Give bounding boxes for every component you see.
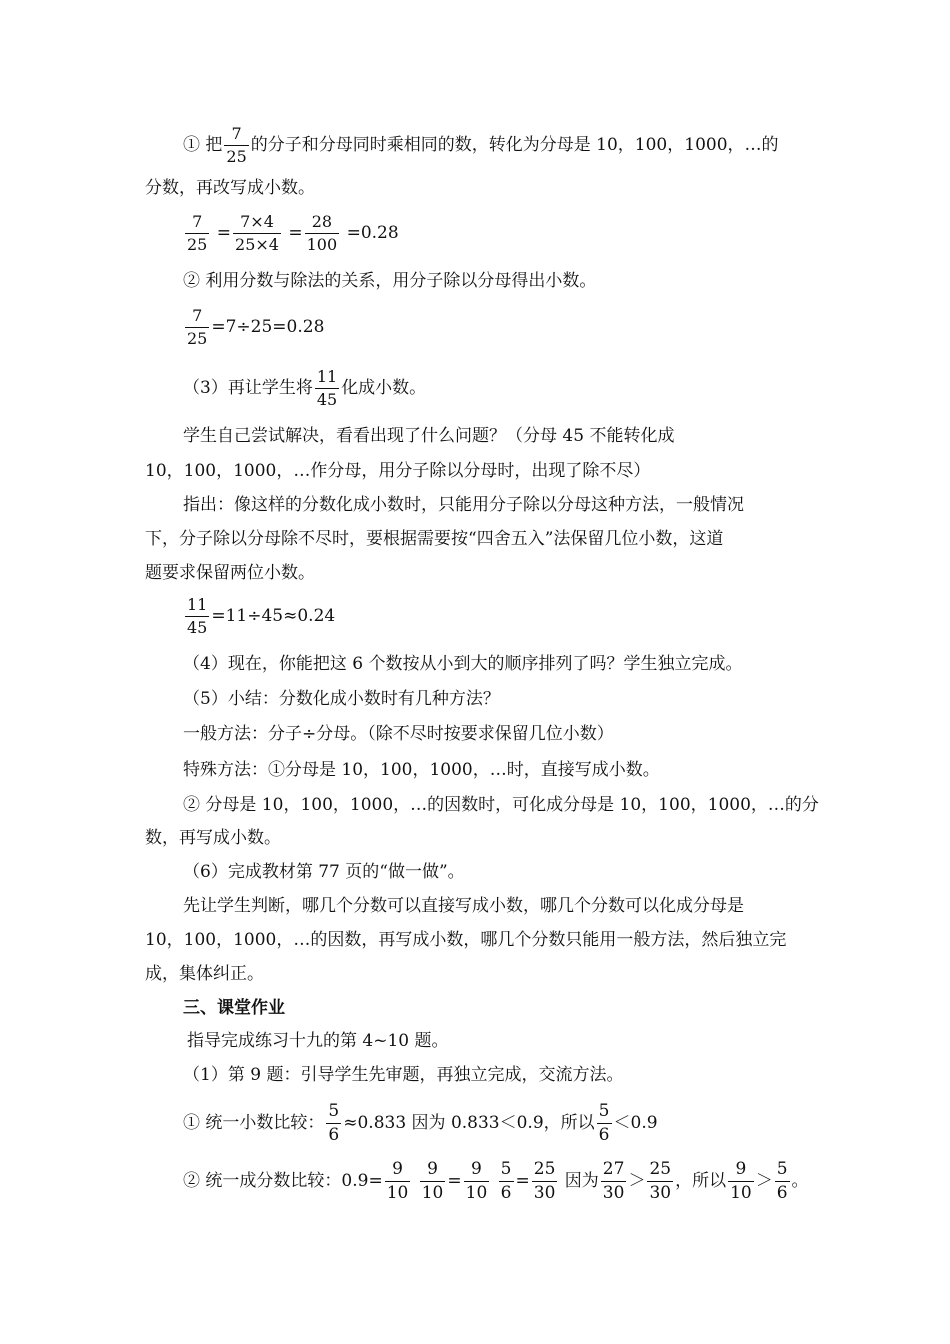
special-method-2-line-1: ② 分母是 10，100，1000，…的因数时，可化成分母是 10，100，1000，…的分 xyxy=(183,795,819,815)
step-1-prefix: ① 把 xyxy=(183,135,223,155)
paragraph-3-line-1: 先让学生判断，哪几个分数可以直接写成小数，哪几个分数可以化成分母是 xyxy=(183,896,744,916)
paragraph-3-line-2: 10，100，1000，…的因数，再写成小数，哪几个分数只能用一般方法，然后独立完 xyxy=(145,930,787,950)
paragraph-3-line-3: 成，集体纠正。 xyxy=(145,964,264,984)
step-1-suffix: 的分子和分母同时乘相同的数，转化为分母是 10，100，1000，…的 xyxy=(250,135,779,155)
step-4: （4）现在，你能把这 6 个数按从小到大的顺序排列了吗？学生独立完成。 xyxy=(183,654,743,674)
equation-2 xyxy=(183,308,324,347)
compare-decimal: ① 统一小数比较： $\frac{5}{6}$ ≈0.833 因为 0.833＜0.9，所以 $\frac{5}{6}$ ＜0.9 xyxy=(183,1101,658,1145)
equation-2-rest: =7÷25=0.28 xyxy=(211,317,325,337)
fraction-9-10: $\frac{9}{10}$ xyxy=(421,1159,444,1203)
fraction-7-25: $\frac{7}{25}$ xyxy=(187,306,208,348)
exercise-intro: 指导完成练习十九的第 4~10 题。 xyxy=(187,1031,449,1051)
paragraph-1-line-1: 学生自己尝试解决，看看出现了什么问题？（分母 45 不能转化成 xyxy=(183,426,675,446)
fraction-7-25: $\frac{7}{25}$ xyxy=(226,124,247,166)
fraction-7x4-25x4: $\frac{7\times 4}{25\times 4}$ xyxy=(235,212,279,254)
equation-3 xyxy=(183,597,335,636)
fraction-9-10: $\frac{9}{10}$ xyxy=(386,1159,409,1203)
paragraph-1-line-2: 10，100，1000，…作分母，用分子除以分母时，出现了除不尽） xyxy=(145,461,651,481)
fraction-25-30: $\frac{25}{30}$ xyxy=(649,1159,672,1203)
fraction-7-25: $\frac{7}{25}$ xyxy=(187,212,208,254)
compare-fraction: ② 统一成分数比较：0.9= $\frac{9}{10}$ $\frac{9}{10}$ = $\frac{9}{10}$ $\frac{5}{6}$ = $\frac{25}{30}$ 因为 $\frac{27}{30}$ ＞ $\frac{25}{30}$ ，所以 $\frac{9}{10}$ ＞ $\frac{5}{6}$ 。 xyxy=(183,1159,809,1203)
exercise-9: （1）第 9 题：引导学生先审题，再独立完成，交流方法。 xyxy=(183,1065,624,1085)
paragraph-2-line-1: 指出：像这样的分数化成小数时，只能用分子除以分母这种方法，一般情况 xyxy=(183,495,744,515)
step-6: （6）完成教材第 77 页的“做一做”。 xyxy=(183,862,465,882)
step-1-continuation: 分数，再改写成小数。 xyxy=(145,178,315,198)
fraction-11-45: $\frac{11}{45}$ xyxy=(187,595,208,637)
special-method-2-line-2: 数，再写成小数。 xyxy=(145,828,281,848)
fraction-5-6: $\frac{5}{6}$ xyxy=(500,1159,512,1203)
step-1-line xyxy=(183,126,779,165)
fraction-5-6: $\frac{5}{6}$ xyxy=(328,1101,340,1145)
fraction-25-30: $\frac{25}{30}$ xyxy=(533,1159,556,1203)
fraction-27-30: $\frac{27}{30}$ xyxy=(602,1159,625,1203)
special-method-1: 特殊方法：①分母是 10，100，1000，…时，直接写成小数。 xyxy=(183,760,660,780)
step-2: ② 利用分数与除法的关系，用分子除以分母得出小数。 xyxy=(183,271,597,291)
fraction-11-45: $\frac{11}{45}$ xyxy=(316,367,338,409)
general-method: 一般方法：分子÷分母。（除不尽时按要求保留几位小数） xyxy=(183,724,614,744)
paragraph-2-line-3: 题要求保留两位小数。 xyxy=(145,563,315,583)
step-5: （5）小结：分数化成小数时有几种方法？ xyxy=(183,689,500,709)
equation-1: $\frac{7}{25}$ = $\frac{7\times 4}{25\times 4}$ = $\frac{28}{100}$ =0.28 xyxy=(187,212,399,254)
fraction-5-6: $\frac{5}{6}$ xyxy=(776,1159,788,1203)
section-heading: 三、课堂作业 xyxy=(183,998,285,1018)
fraction-5-6: $\frac{5}{6}$ xyxy=(598,1101,610,1145)
equation-1-result: =0.28 xyxy=(346,223,399,243)
paragraph-2-line-2: 下，分子除以分母除不尽时，要根据需要按“四舍五入”法保留几位小数，这道 xyxy=(145,529,724,549)
fraction-9-10: $\frac{9}{10}$ xyxy=(465,1159,488,1203)
step-3: （3）再让学生将 $\frac{11}{45}$ 化成小数。 xyxy=(183,367,427,409)
fraction-9-10: $\frac{9}{10}$ xyxy=(730,1159,752,1203)
equation-3-rest: =11÷45≈0.24 xyxy=(211,606,336,626)
fraction-28-100: $\frac{28}{100}$ xyxy=(306,212,338,254)
